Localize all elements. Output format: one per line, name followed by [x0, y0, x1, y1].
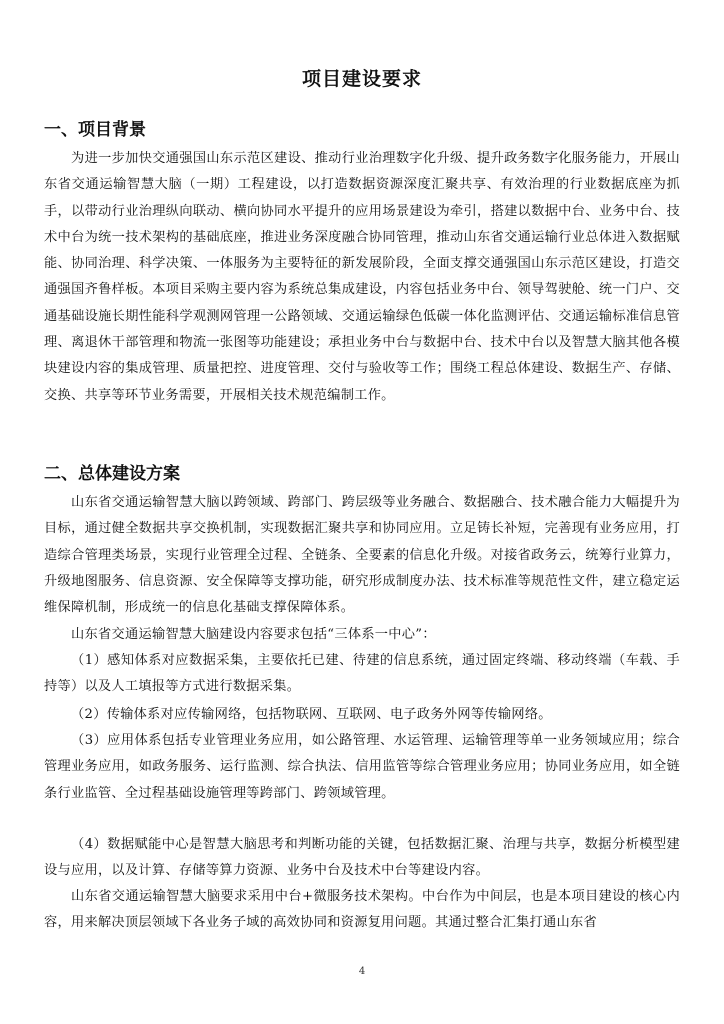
- section-heading-overall-plan: 二、总体建设方案: [44, 464, 180, 484]
- paragraph-data-center: （4）数据赋能中心是智慧大脑思考和判断功能的关键，包括数据汇聚、治理与共享，数据分析模型建设与应用，以及计算、存储等算力资源、业务中台及技术中台等建设内容。: [44, 837, 680, 879]
- paragraph-architecture: 山东省交通运输智慧大脑要求采用中台+微服务技术架构。中台作为中间层，也是本项目建设的核心内容，用来解决顶层领域下各业务子域的高效协同和资源复用问题。其通过整合汇集打通山东省: [44, 889, 680, 931]
- page-title: 项目建设要求: [301, 68, 422, 90]
- section-heading-background: 一、项目背景: [44, 120, 146, 140]
- page-number: 4: [358, 966, 366, 977]
- paragraph-transmission-system: （2）传输体系对应传输网络，包括物联网、互联网、电子政务外网等传输网络。: [71, 707, 552, 722]
- paragraph-overall-plan-1: 山东省交通运输智慧大脑以跨领域、跨部门、跨层级等业务融合、数据融合、技术融合能力大幅提升为目标，通过健全数据共享交换机制，实现数据汇聚共享和协同应用。立足铸长补短，完善现有业务应用，打造综合管理类场景，实现行业管理全过程、全链条、全要素的信息化升级。对接省政务云，统筹行业算力，升级地图服务、信息资源、安全保障等支撑功能，研究形成制度办法、技术标准等规范性文件，建立稳定运维保障机制，形成统一的信息化基础支撑保障体系。: [44, 495, 680, 616]
- paragraph-background: 为进一步加快交通强国山东示范区建设、推动行业治理数字化升级、提升政务数字化服务能力，开展山东省交通运输智慧大脑（一期）工程建设，以打造数据资源深度汇聚共享、有效治理的行业数据底座为抓手，以带动行业治理纵向联动、横向协同水平提升的应用场景建设为牵引，搭建以数据中台、业务中台、技术中台为统一技术架构的基础底座，推进业务深度融合协同管理，推动山东省交通运输行业总体进入数据赋能、协同治理、科学决策、一体服务为主要特征的新发展阶段，全面支撑交通强国山东示范区建设，打造交通强国齐鲁样板。本项目采购主要内容为系统总集成建设，内容包括业务中台、领导驾驶舱、统一门户、交通基础设施长期性能科学观测网管理一公路领域、交通运输绿色低碳一体化监测评估、交通运输标准信息管理、离退休干部管理和物流一张图等功能建设；承担业务中台与数据中台、技术中台以及智慧大脑其他各模块建设内容的集成管理、质量把控、进度管理、交付与验收等工作；围绕工程总体建设、数据生产、存储、交换、共享等环节业务需要，开展相关技术规范编制工作。: [44, 151, 680, 403]
- paragraph-application-system: （3）应用体系包括专业管理业务应用，如公路管理、水运管理、运输管理等单一业务领域应用；综合管理业务应用，如政务服务、运行监测、综合执法、信用监管等综合管理业务应用；协同业务应用，如全链条行业监管、全过程基础设施管理等跨部门、跨领域管理。: [44, 733, 680, 801]
- paragraph-overall-plan-2: 山东省交通运输智慧大脑建设内容要求包括“三体系一中心”：: [71, 627, 436, 642]
- paragraph-perception-system: （1）感知体系对应数据采集，主要依托已建、待建的信息系统，通过固定终端、移动终端（车载、手持等）以及人工填报等方式进行数据采集。: [44, 653, 680, 695]
